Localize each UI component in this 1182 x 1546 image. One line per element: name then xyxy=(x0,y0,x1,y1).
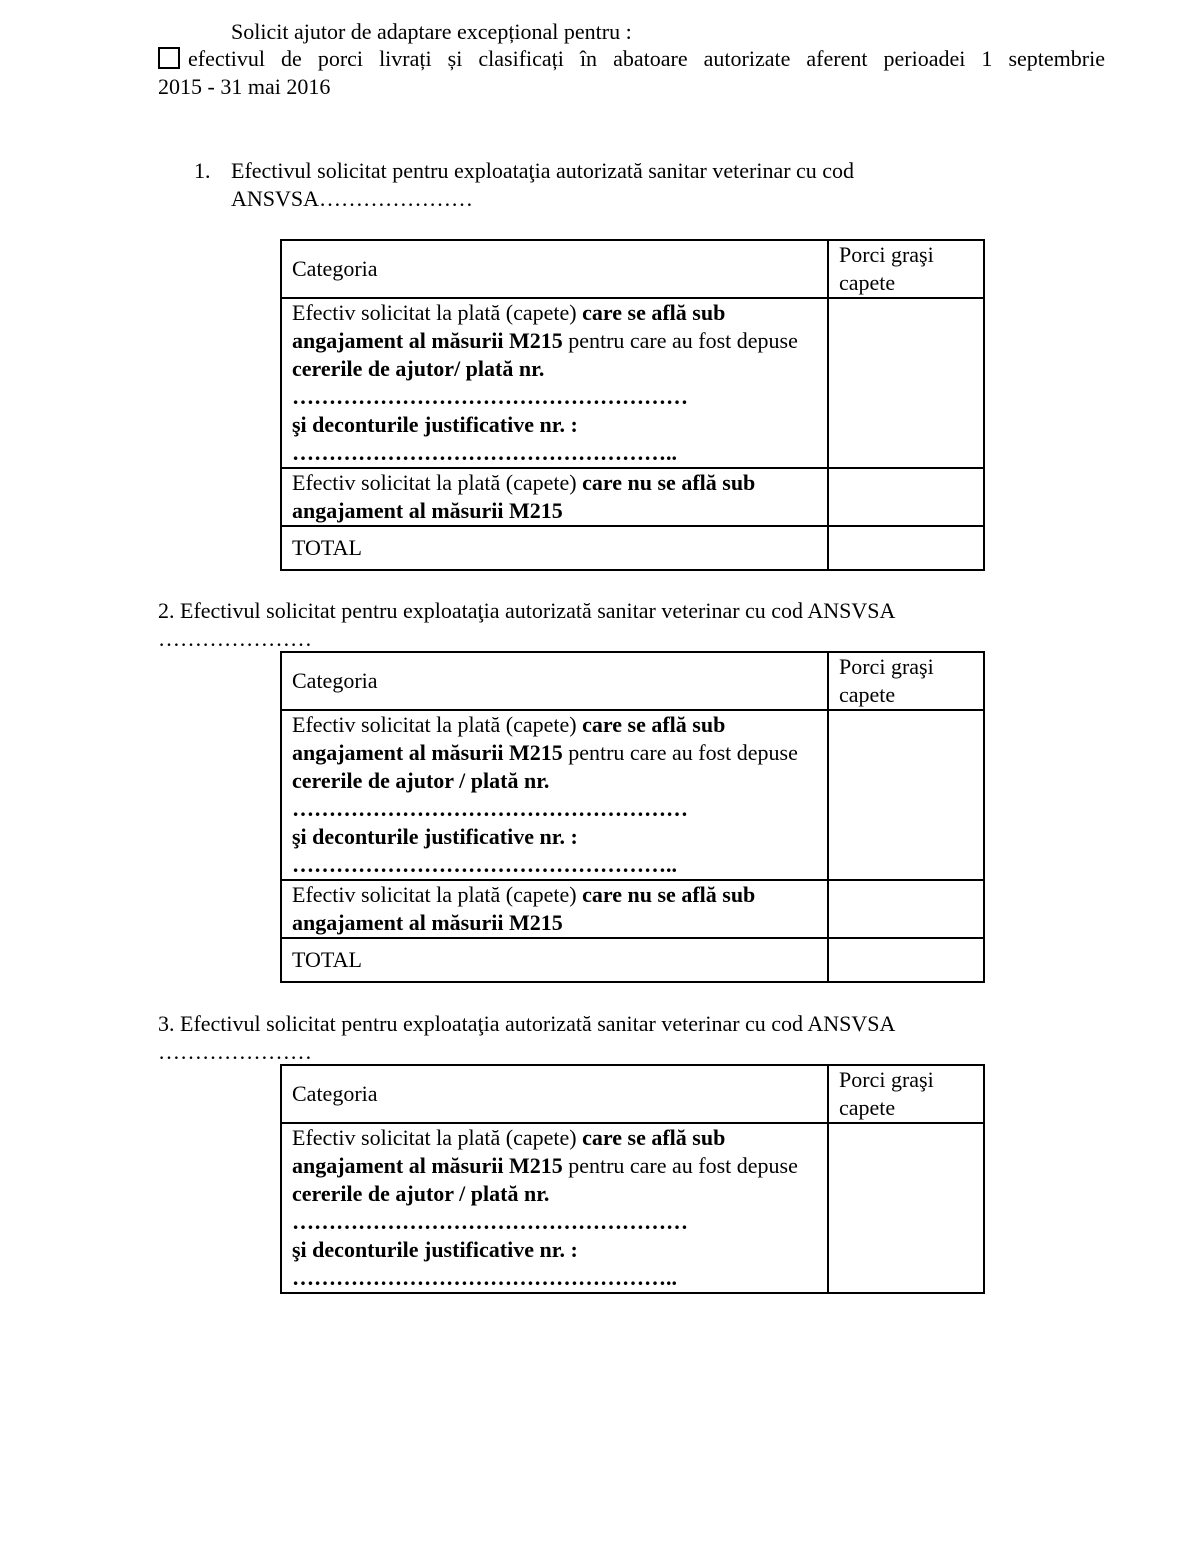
value-cell[interactable] xyxy=(828,298,984,468)
checkbox-label: efectivul de porci livrați și clasificați în abatoare autorizate aferent perioadei 1 septembrie xyxy=(188,46,1105,71)
row-under-commitment-label: Efectiv solicitat la plată (capete) care se află sub angajament al măsurii M215 pentru care au fost depuse cererile de ajutor / plată nr. ……………………………………………… şi deconturile justificative nr. : …………………………………………….. xyxy=(281,1123,828,1293)
table-row xyxy=(281,468,984,526)
row-not-under-commitment-label: Efectiv solicitat la plată (capete) care nu se află sub angajament al măsurii M215 xyxy=(281,880,828,938)
col-header-pigs: Porci graşi capete xyxy=(828,1065,984,1123)
col-header-pigs: Porci graşi capete xyxy=(828,652,984,710)
total-value-cell[interactable] xyxy=(828,938,984,982)
value-cell[interactable] xyxy=(828,1123,984,1293)
col-header-category: Categoria xyxy=(281,240,828,298)
table-section-3 xyxy=(280,1064,985,1294)
checkbox[interactable] xyxy=(158,47,180,69)
col-header-pigs: Porci graşi capete xyxy=(828,240,984,298)
checkbox-label-cont: 2015 - 31 mai 2016 xyxy=(158,74,331,99)
table-row xyxy=(281,938,984,982)
section-1-number: 1. xyxy=(194,158,211,183)
checkbox-line xyxy=(158,45,1105,73)
row-under-commitment-label: Efectiv solicitat la plată (capete) care se află sub angajament al măsurii M215 pentru care au fost depuse cererile de ajutor / plată nr. ……………………………………………… şi deconturile justificative nr. : …………………………………………….. xyxy=(281,710,828,880)
table-row xyxy=(281,526,984,570)
section-3-heading: 3. Efectivul solicitat pentru exploataţia autorizată sanitar veterinar cu cod ANSVSA ………………… xyxy=(158,1011,896,1064)
total-label: TOTAL xyxy=(281,526,828,570)
table-row xyxy=(281,710,984,880)
col-header-category: Categoria xyxy=(281,652,828,710)
value-cell[interactable] xyxy=(828,468,984,526)
table-section-1 xyxy=(280,239,985,571)
table-row xyxy=(281,880,984,938)
section-2-heading: 2. Efectivul solicitat pentru exploataţia autorizată sanitar veterinar cu cod ANSVSA ………………… xyxy=(158,598,896,651)
value-cell[interactable] xyxy=(828,710,984,880)
table-section-2 xyxy=(280,651,985,983)
total-value-cell[interactable] xyxy=(828,526,984,570)
table-row xyxy=(281,298,984,468)
row-under-commitment-label: Efectiv solicitat la plată (capete) care se află sub angajament al măsurii M215 pentru care au fost depuse cererile de ajutor/ plată nr. ……………………………………………… şi deconturile justificative nr. : …………………………………………….. xyxy=(281,298,828,468)
total-label: TOTAL xyxy=(281,938,828,982)
intro-text: Solicit ajutor de adaptare excepțional pentru : xyxy=(231,19,632,44)
value-cell[interactable] xyxy=(828,880,984,938)
row-not-under-commitment-label: Efectiv solicitat la plată (capete) care nu se află sub angajament al măsurii M215 xyxy=(281,468,828,526)
section-1-heading: Efectivul solicitat pentru exploataţia autorizată sanitar veterinar cu cod ANSVSA………………… xyxy=(231,158,855,211)
table-row xyxy=(281,1123,984,1293)
col-header-category: Categoria xyxy=(281,1065,828,1123)
